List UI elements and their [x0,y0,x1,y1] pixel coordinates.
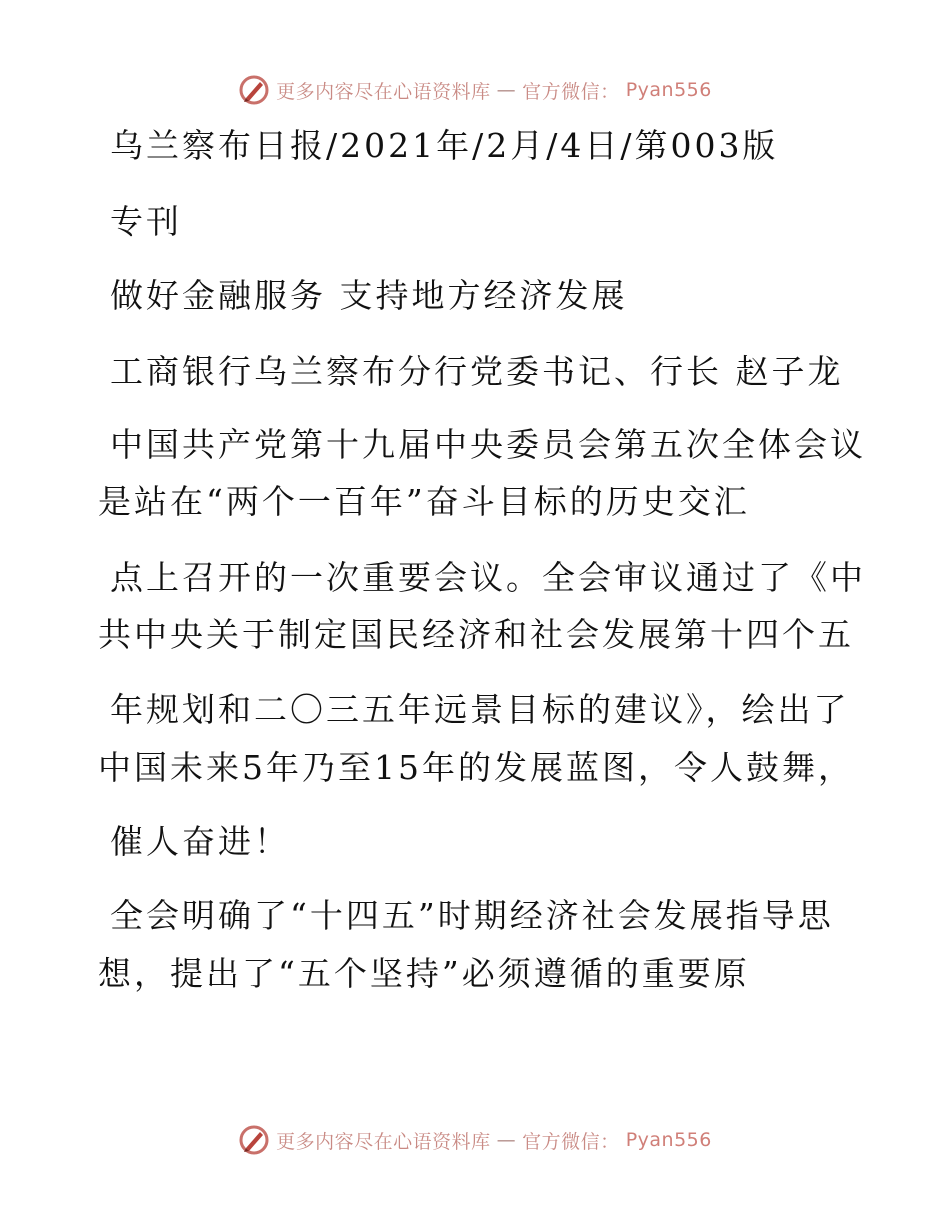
article-author: 工商银行乌兰察布分行党委书记、行长 赵子龙 [110,352,844,391]
watermark-dash: — [496,1129,517,1151]
watermark-account: Pyan556 [625,1129,712,1151]
watermark-text: 更多内容尽在心语资料库 [276,1130,491,1153]
watermark-label: 官方微信： [522,1130,620,1153]
paragraph-line: 想，提出了“五个坚持”必须遵循的重要原 [98,954,750,993]
article-title: 做好金融服务 支持地方经济发展 [110,276,628,315]
watermark-header [0,70,950,110]
paragraph-line: 点上召开的一次重要会议。全会审议通过了《中 [110,558,866,597]
paragraph-line: 中国未来5年乃至15年的发展蓝图，令人鼓舞， [98,748,854,787]
paragraph-line: 是站在“两个一百年”奋斗目标的历史交汇 [98,482,750,521]
watermark-account: Pyan556 [625,79,712,101]
watermark-dash: — [496,79,517,101]
paragraph-line: 催人奋进！ [110,822,290,861]
newspaper-source-line: 乌兰察布日报/2021年/2月/4日/第003版 [110,126,779,165]
paragraph-line: 中国共产党第十九届中央委员会第五次全体会议 [110,425,866,464]
watermark-text: 更多内容尽在心语资料库 [276,80,491,103]
watermark-label: 官方微信： [522,80,620,103]
pen-logo-icon [238,74,270,106]
paragraph-line: 全会明确了“十四五”时期经济社会发展指导思 [110,896,834,935]
section-label: 专刊 [110,202,182,241]
paragraph-line: 共中央关于制定国民经济和社会发展第十四个五 [98,615,854,654]
watermark-footer [0,1120,950,1160]
paragraph-line: 年规划和二〇三五年远景目标的建议》，绘出了 [110,690,850,729]
pen-logo-icon [238,1124,270,1156]
